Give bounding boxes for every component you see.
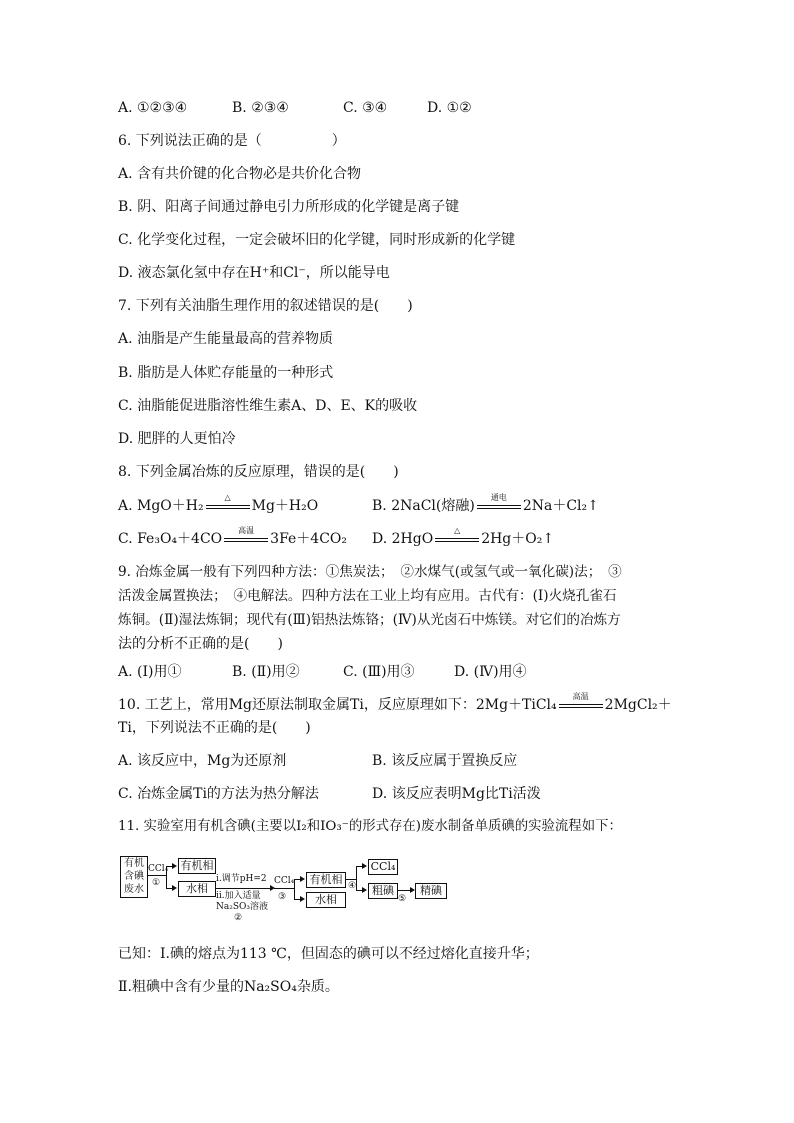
reaction-arrow	[206, 493, 250, 513]
q11-stem: 11. 实验室用有机含碘(主要以I₂和IO₃⁻的形式存在)废水制备单质碘的实验流程如下：	[118, 819, 622, 834]
flow-cond-ii: ii.加入适量	[216, 891, 261, 901]
q8-option-a	[118, 493, 319, 515]
reaction-arrow	[477, 493, 521, 513]
reaction-arrow	[224, 526, 268, 546]
flow-step-5: ⑤	[398, 894, 407, 904]
q6-option-b: B. 阴、阳离子间通过静电引力所形成的化学键是离子键	[118, 199, 460, 215]
flow-water-2: 水相	[306, 892, 346, 908]
q9-line-4: 法的分析不正确的是( )	[118, 636, 283, 652]
q8-option-b	[372, 493, 599, 515]
q6-option-c: C. 化学变化过程，一定会破坏旧的化学键，同时形成新的化学键	[118, 232, 516, 248]
q11-known-1: 已知：Ⅰ.碘的熔点为113 ℃，但固态的碘可以不经过熔化直接升华；	[118, 946, 539, 962]
q11-known-2: Ⅱ.粗碘中含有少量的Na₂SO₄杂质。	[118, 979, 339, 995]
flow-source-box	[120, 856, 148, 898]
q8-a-reactants: A. MgO＋H₂	[118, 498, 204, 514]
q9-line-3: 炼铜。(Ⅱ)湿法炼铜；现代有(Ⅲ)铝热法炼铬；(Ⅳ)从光卤石中炼镁。对它们的冶炼方	[118, 612, 621, 628]
q6-option-a: A. 含有共价键的化合物必是共价化合物	[118, 166, 362, 182]
q9-option-d: D. (Ⅳ)用④	[454, 664, 527, 680]
reaction-arrow	[435, 526, 479, 546]
reaction-condition: 高温	[238, 526, 255, 535]
q9-line-2: 活泼金属置换法； ④电解法。四种方法在工业上均有应用。古代有：(Ⅰ)火烧孔雀石	[118, 588, 617, 604]
q8-option-c	[118, 526, 348, 548]
q5-option-d: D. ①②	[427, 100, 472, 116]
reaction-condition: △	[224, 493, 231, 502]
flow-ccl4-1: CCl₄	[148, 864, 169, 874]
q10-line-1	[118, 692, 672, 714]
flow-ccl4-out: CCl₄	[368, 859, 398, 875]
q10-option-c: C. 冶炼金属Ti的方法为热分解法	[118, 786, 319, 802]
flow-step-3: ③	[278, 892, 287, 902]
q9-option-b: B. (Ⅱ)用②	[232, 664, 300, 680]
flow-organic-1: 有机相	[178, 858, 216, 874]
flow-cond-i: i.调节pH=2	[216, 874, 267, 884]
q5-option-c: C. ③④	[343, 100, 388, 116]
flow-pure-iodine: 精碘	[415, 883, 447, 899]
reaction-arrow	[559, 692, 603, 712]
flow-organic-2: 有机相	[306, 872, 346, 888]
reaction-condition: 高温	[572, 692, 589, 701]
reaction-condition: 通电	[490, 493, 507, 502]
q10-option-b: B. 该反应属于置换反应	[372, 753, 518, 769]
q8-c-products: 3Fe＋4CO₂	[270, 531, 348, 547]
q10-equation-left: 10. 工艺上，常用Mg还原法制取金属Ti，反应原理如下：2Mg＋TiCl₄	[118, 697, 557, 713]
flowchart	[118, 852, 448, 932]
q8-option-d	[372, 526, 555, 548]
q10-line-2: Ti，下列说法不正确的是( )	[118, 720, 311, 736]
flow-step-4: ④	[348, 881, 357, 891]
q10-equation-right: 2MgCl₂＋	[604, 697, 672, 713]
q5-option-b: B. ②③④	[232, 100, 289, 116]
flow-step-2: ②	[234, 913, 243, 923]
reaction-condition: △	[454, 526, 461, 535]
q7-option-a: A. 油脂是产生能量最高的营养物质	[118, 331, 334, 347]
q8-a-products: Mg＋H₂O	[251, 498, 319, 514]
q7-option-b: B. 脂肪是人体贮存能量的一种形式	[118, 365, 334, 381]
q6-stem: 6. 下列说法正确的是（ ）	[118, 133, 346, 149]
q7-option-c: C. 油脂能促进脂溶性维生素A、D、E、K的吸收	[118, 398, 418, 414]
q7-stem: 7. 下列有关油脂生理作用的叙述错误的是( )	[118, 298, 413, 314]
q6-option-d: D. 液态氯化氢中存在H⁺和Cl⁻，所以能导电	[118, 265, 390, 281]
q5-option-a: A. ①②③④	[118, 100, 188, 116]
flow-cond-iii: Na₂SO₃溶液	[216, 902, 269, 912]
q8-c-reactants: C. Fe₃O₄＋4CO	[118, 531, 223, 547]
flow-ccl4-2: CCl₄	[274, 876, 295, 886]
q8-d-reactants: D. 2HgO	[372, 531, 434, 547]
q9-option-c: C. (Ⅲ)用③	[343, 664, 415, 680]
q8-b-reactants: B. 2NaCl(熔融)	[372, 498, 475, 514]
q7-option-d: D. 肥胖的人更怕冷	[118, 431, 236, 447]
q10-option-a: A. 该反应中，Mg为还原剂	[118, 753, 287, 769]
q8-d-products: 2Hg＋O₂↑	[481, 531, 555, 547]
q9-line-1: 9. 冶炼金属一般有下列四种方法：①焦炭法； ②水煤气(或氢气或一氧化碳)法； ③	[118, 564, 622, 580]
flow-source-label: 有机含碘废水	[124, 858, 144, 895]
q8-b-products: 2Na＋Cl₂↑	[522, 498, 599, 514]
q8-stem: 8. 下列金属冶炼的反应原理，错误的是( )	[118, 464, 399, 480]
flow-crude-iodine: 粗碘	[368, 883, 398, 899]
q9-option-a: A. (Ⅰ)用①	[118, 664, 182, 680]
flow-step-1: ①	[152, 878, 161, 888]
q10-option-d: D. 该反应表明Mg比Ti活泼	[372, 786, 541, 802]
flow-water-1: 水相	[178, 881, 216, 897]
